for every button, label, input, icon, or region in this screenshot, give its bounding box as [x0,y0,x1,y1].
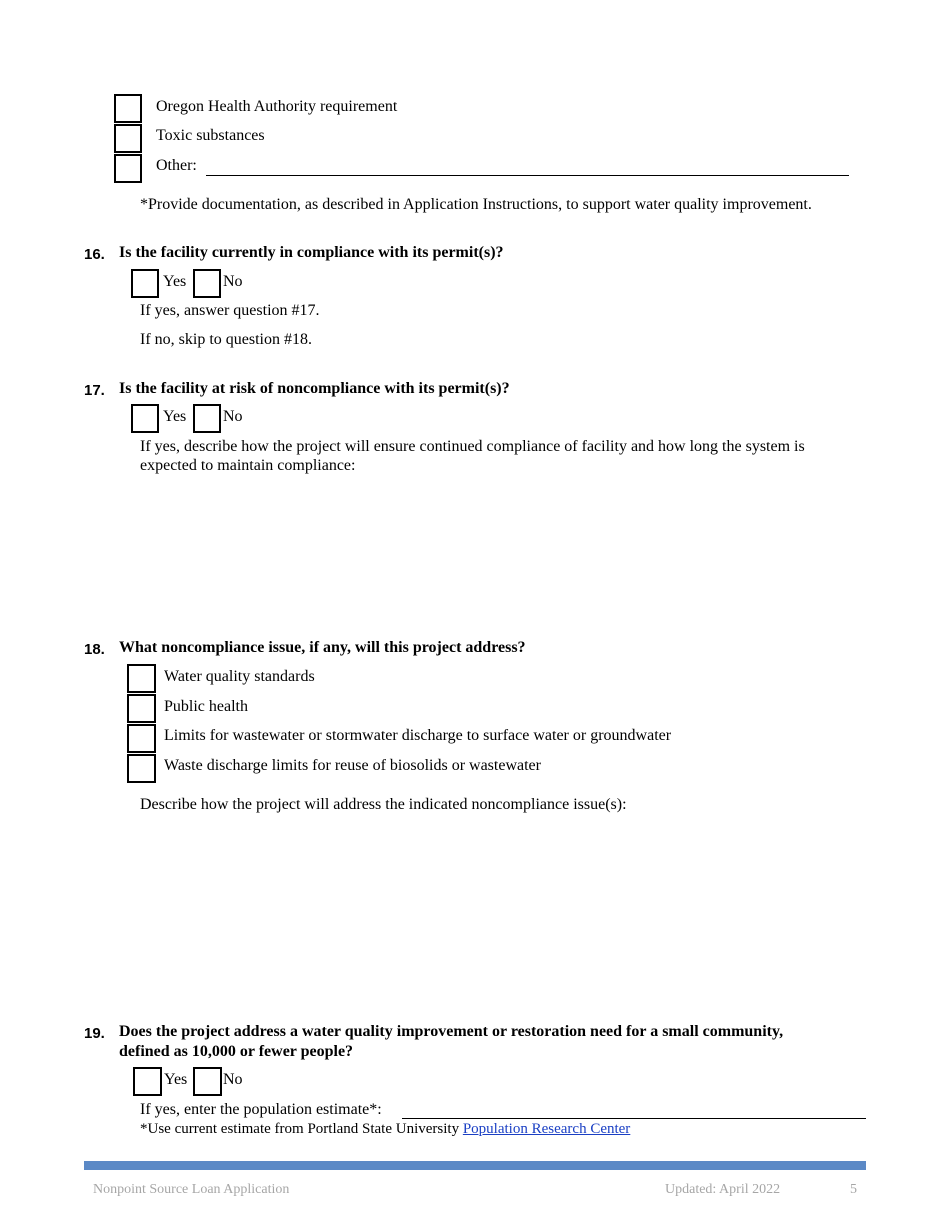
q16-no-checkbox[interactable] [193,269,221,298]
q17-no-checkbox[interactable] [193,404,221,433]
q19-population-input-line[interactable] [402,1118,866,1119]
other-label: Other: [156,157,197,174]
oha-requirement-label: Oregon Health Authority requirement [156,98,398,115]
q17-question: Is the facility at risk of noncompliance with its permit(s)? [119,380,510,397]
q19-population-label: If yes, enter the population estimate*: [140,1101,382,1118]
footer-page-number: 5 [850,1182,857,1197]
q18-question: What noncompliance issue, if any, will this project address? [119,639,526,656]
other-input-line[interactable] [206,175,849,176]
q19-no-checkbox[interactable] [193,1067,222,1096]
q16-question: Is the facility currently in compliance with its permit(s)? [119,244,504,261]
population-research-center-link[interactable]: Population Research Center [462,1121,631,1137]
q19-yes-checkbox[interactable] [133,1067,162,1096]
q16-yes-label: Yes [163,273,187,290]
q19-number: 19. [84,1025,105,1042]
q19-question-line2: defined as 10,000 or fewer people? [119,1043,354,1060]
documentation-note: *Provide documentation, as described in Application Instructions, to support water quality improvement. [140,196,812,213]
q18-water-quality-checkbox[interactable] [127,664,156,693]
q18-option-label: Water quality standards [164,668,315,685]
q18-option-label: Waste discharge limits for reuse of biosolids or wastewater [164,757,541,774]
q17-describe-line1: If yes, describe how the project will ensure continued compliance of facility and how long the system is [140,438,805,455]
q17-no-label: No [223,408,243,425]
q17-response-area[interactable] [140,480,860,620]
q17-yes-label: Yes [163,408,187,425]
q16-number: 16. [84,246,105,263]
q18-response-area[interactable] [140,820,860,1000]
q17-number: 17. [84,382,105,399]
q18-waste-discharge-checkbox[interactable] [127,754,156,783]
toxic-substances-label: Toxic substances [156,127,265,144]
q18-discharge-limits-checkbox[interactable] [127,724,156,753]
q18-describe-text: Describe how the project will address the indicated noncompliance issue(s): [140,796,627,813]
toxic-substances-checkbox[interactable] [114,124,142,153]
footer-divider-bar [84,1161,866,1170]
q19-question-line1: Does the project address a water quality improvement or restoration need for a small community, [119,1023,784,1040]
q16-if-no-text: If no, skip to question #18. [140,331,312,348]
other-checkbox[interactable] [114,154,142,183]
q17-describe-line2: expected to maintain compliance: [140,457,356,474]
footer-title: Nonpoint Source Loan Application [93,1182,290,1197]
q19-note-prefix: *Use current estimate from Portland State University [140,1121,460,1137]
oha-requirement-checkbox[interactable] [114,94,142,123]
q19-note [140,1121,630,1138]
q18-option-label: Public health [164,698,248,715]
q18-option-label: Limits for wastewater or stormwater discharge to surface water or groundwater [164,727,672,744]
q16-if-yes-text: If yes, answer question #17. [140,302,320,319]
footer-updated: Updated: April 2022 [665,1182,781,1197]
q18-number: 18. [84,641,105,658]
q17-yes-checkbox[interactable] [131,404,159,433]
q16-yes-checkbox[interactable] [131,269,159,298]
q16-no-label: No [223,273,243,290]
q19-yes-label: Yes [164,1071,188,1088]
q18-public-health-checkbox[interactable] [127,694,156,723]
q19-no-label: No [223,1071,243,1088]
